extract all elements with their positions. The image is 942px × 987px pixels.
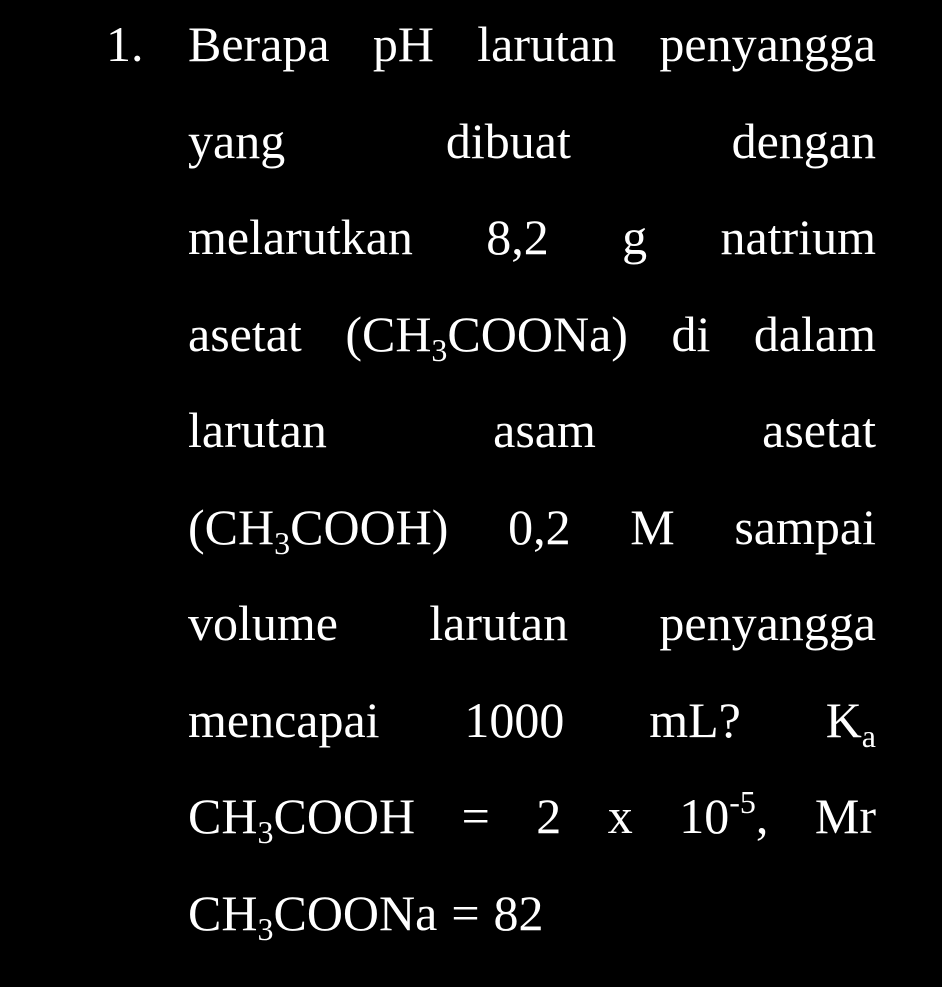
- word: larutan: [477, 16, 617, 72]
- word: larutan: [188, 402, 327, 458]
- word: 82: [493, 884, 544, 941]
- question-text: [188, 12, 876, 977]
- word: pH: [372, 16, 434, 72]
- word: =: [451, 884, 480, 941]
- text-line-3: [188, 205, 876, 302]
- word: x: [607, 788, 633, 844]
- word: dalam: [753, 305, 876, 362]
- word: di: [671, 305, 711, 362]
- word: asetat: [762, 402, 876, 458]
- word: mencapai: [188, 691, 380, 748]
- formula-sodium-acetate: $(CH_3COONa)$: [345, 305, 628, 368]
- text-line-10: [188, 881, 876, 978]
- word: penyangga: [659, 16, 876, 72]
- text-line-5: [188, 398, 876, 495]
- word: 2: [536, 788, 562, 844]
- word: Berapa: [188, 16, 330, 72]
- text-line-7: [188, 591, 876, 688]
- text-line-6: [188, 495, 876, 592]
- word: volume: [188, 595, 338, 651]
- word: Mr: [814, 788, 876, 844]
- text-line-4: [188, 302, 876, 399]
- word: mL?: [649, 691, 741, 748]
- formula-acetic-acid: $(CH_3COOH)$: [188, 498, 449, 561]
- word: yang: [188, 112, 286, 169]
- word: penyangga: [659, 595, 876, 651]
- formula-acetic-acid: $CH_3COOH$: [188, 788, 416, 850]
- text-line-8: [188, 688, 876, 785]
- word: asetat: [188, 305, 302, 362]
- ka-symbol: $K_a$: [825, 691, 876, 754]
- word: 8,2: [486, 209, 549, 265]
- word: melarutkan: [188, 209, 413, 265]
- word: asam: [493, 402, 596, 458]
- word: 1000: [464, 691, 565, 748]
- text-line-9: [188, 784, 876, 881]
- word: sampai: [734, 498, 876, 555]
- word: 0,2: [508, 498, 571, 555]
- word: larutan: [429, 595, 569, 651]
- question-number: 1.: [106, 16, 144, 72]
- text-line-2: [188, 109, 876, 206]
- formula-sodium-acetate: $CH_3COONa$: [188, 884, 438, 947]
- ka-value: $10^{-5}$,: [679, 784, 769, 844]
- word: =: [461, 788, 490, 844]
- word: natrium: [720, 209, 876, 265]
- word: dengan: [731, 112, 876, 169]
- word: g: [622, 209, 648, 265]
- word: M: [630, 498, 675, 555]
- word: dibuat: [445, 112, 571, 169]
- text-line-1: [188, 12, 876, 109]
